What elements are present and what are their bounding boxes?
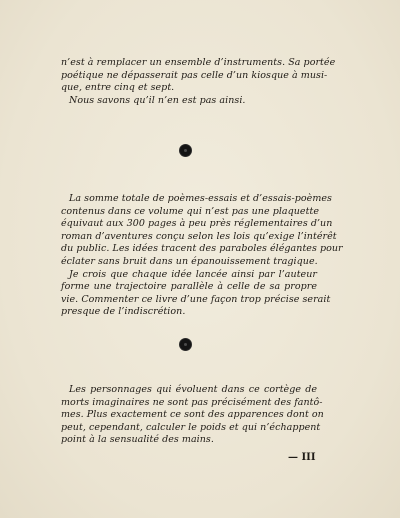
page-number: — III — [288, 452, 316, 463]
paragraph-3 — [61, 384, 324, 447]
text-line: roman d’aventures conçu selon les lois qu’exige l’intérêt — [61, 230, 337, 242]
text-line: mes. Plus exactement ce sont des apparences dont on — [61, 409, 324, 421]
paragraph-1 — [61, 57, 336, 107]
text-line: point à la sensualité des mains. — [61, 434, 214, 446]
text-line: contenus dans ce volume qui n’est pas une plaquette — [61, 205, 320, 217]
text-line: que, entre cinq et sept. — [61, 82, 175, 94]
text-line: Les personnages qui évoluent dans ce cortège de — [69, 384, 317, 395]
text-line: vie. Commenter ce livre d’une façon trop précise serait — [61, 293, 331, 305]
text-line: éclater sans bruit dans un épanouissement tragique. — [61, 255, 318, 267]
text-line: La somme totale de poèmes-essais et d’essais-poèmes — [69, 193, 332, 204]
text-line: n’est à remplacer un ensemble d’instruments. Sa portée — [61, 57, 336, 68]
text-line: forme une trajectoire parallèle à celle de sa propre — [61, 281, 317, 293]
text-line: du public. Les idées tracent des paraboles élégantes pour — [61, 243, 343, 255]
section-break-dot — [180, 339, 191, 350]
text-line: Nous savons qu’il n’en est pas ainsi. — [69, 94, 246, 106]
text-line: poétique ne dépasserait pas celle d’un kiosque à musi- — [61, 69, 328, 81]
text-line: morts imaginaires ne sont pas précisément des fantô- — [61, 396, 323, 408]
text-line: Je crois que chaque idée lancée ainsi par l’auteur — [69, 268, 317, 280]
text-line: équivaut aux 300 pages à peu près réglementaires d’un — [61, 218, 333, 230]
text-line: presque de l’indiscrétion. — [61, 306, 186, 318]
paragraph-2 — [61, 193, 343, 319]
text-line: peut, cependant, calculer le poids et qui n’échappent — [61, 421, 321, 433]
section-break-dot — [180, 145, 191, 156]
